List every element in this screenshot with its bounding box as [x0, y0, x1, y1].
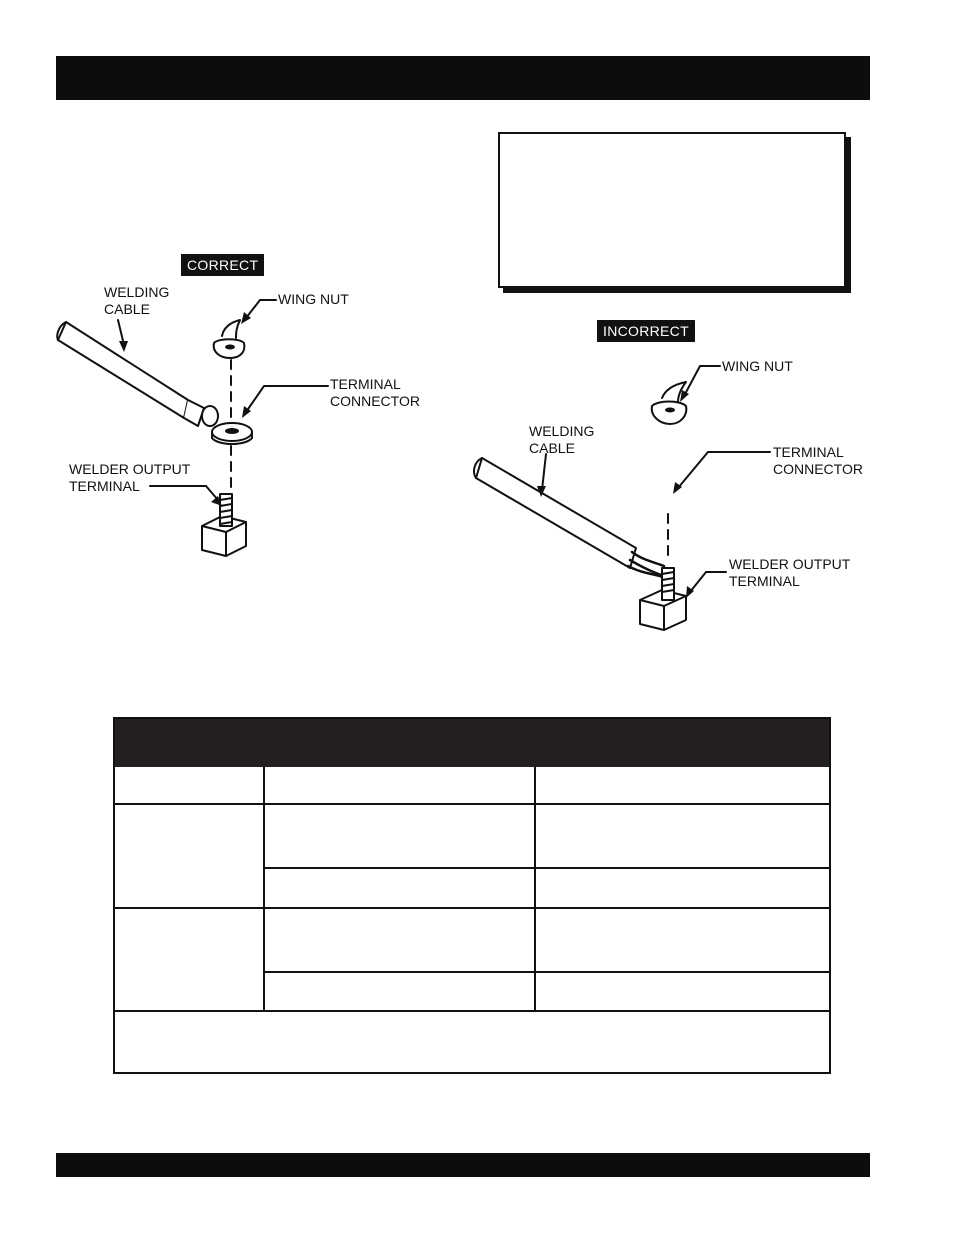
incorrect-welding-cable-label: WELDING CABLE — [529, 423, 595, 456]
incorrect-terminal-connector-label: TERMINAL CONNECTOR — [773, 444, 863, 477]
correct-terminal-connector-label: TERMINAL CONNECTOR — [330, 376, 420, 409]
correct-wing-nut-icon — [214, 320, 245, 358]
incorrect-welder-output-terminal-label: WELDER OUTPUT TERMINAL — [729, 556, 851, 589]
correct-welder-output-terminal-label: WELDER OUTPUT TERMINAL — [69, 461, 191, 494]
correct-welding-cable-label: WELDING CABLE — [104, 284, 170, 317]
incorrect-tag: INCORRECT — [597, 320, 695, 342]
column-divider — [534, 767, 536, 1012]
footer-bar — [56, 1153, 870, 1177]
correct-tag: CORRECT — [181, 254, 264, 276]
row-divider — [115, 1010, 831, 1012]
row-divider — [263, 867, 831, 869]
row-divider — [263, 971, 831, 973]
column-divider — [263, 767, 265, 1012]
incorrect-leader-lines — [542, 366, 770, 592]
row-divider — [115, 907, 831, 909]
correct-terminal-connector — [212, 423, 252, 444]
correct-leader-lines — [118, 300, 328, 500]
incorrect-wing-nut-icon — [652, 382, 687, 424]
incorrect-wing-nut-label: WING NUT — [722, 358, 793, 374]
spec-table — [113, 717, 831, 1074]
incorrect-welder-output-terminal-icon — [640, 568, 686, 630]
incorrect-welding-cable — [474, 458, 672, 580]
row-divider — [115, 803, 831, 805]
correct-welder-output-terminal-icon — [202, 494, 246, 556]
correct-welding-cable — [57, 322, 218, 426]
correct-wing-nut-label: WING NUT — [278, 291, 349, 307]
table-header — [115, 719, 829, 767]
